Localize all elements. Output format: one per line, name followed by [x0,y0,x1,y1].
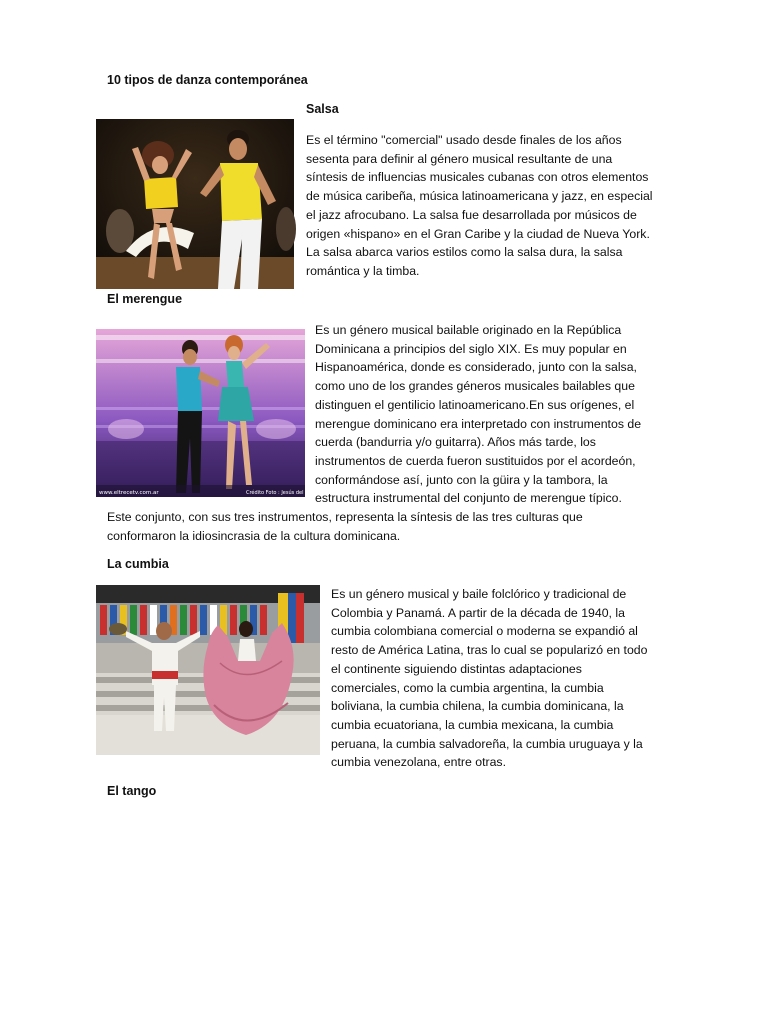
text-line: cumbia colombiana comercial o moderna se expandió al [331,624,638,639]
text-line: de música caribeña, música latinoamericana y jazz, en especial [306,189,653,204]
text-line: sesenta para definir al género musical resultante de una [306,151,613,166]
text-line: instrumentos de cuerda fueron sustituidos por el acordeón, [315,453,636,468]
heading-cumbia: La cumbia [107,557,169,571]
text-line: el continente siguiendo distintas adaptaciones [331,661,582,676]
merengue-photo [96,329,314,497]
text-line: merengue dominicano era interpretado con instrumentos de [315,416,642,431]
text-line: romántica y la timba. [306,263,420,278]
photo-credit-right: Crédito Foto : Jesús del Sur [246,490,314,496]
text-line: conformaron la idiosincrasia de la cultura dominicana. [107,528,401,543]
merengue-paragraph-continued [107,508,583,545]
text-line: Este conjunto, con sus tres instrumentos, representa la síntesis de las tres culturas que [107,510,583,524]
text-line: peruana, la cumbia salvadoreña, la cumbia uruguaya y la [331,736,643,751]
cumbia-paragraph [331,585,648,772]
text-line: cuerda (bandurria y/o guitarra). Años más tarde, los [315,435,596,450]
text-line: síntesis de influencias musicales cubanas con otros elementos [306,170,649,185]
salsa-paragraph [306,131,653,281]
text-line: estructura instrumental del conjunto de merengue típico. [315,491,622,506]
text-line: como uno de los grandes géneros musicales bailables que [315,379,635,394]
text-line: cumbia venezolana, entre otras. [331,755,506,770]
heading-salsa: Salsa [306,102,339,116]
text-line: Es el término "comercial" usado desde finales de los años [306,133,622,147]
text-line: Colombia y Panamá. A partir de la década de 1940, la [331,605,625,620]
text-line: Dominicana a principios del siglo XIX. Es muy popular en [315,341,627,356]
heading-tango: El tango [107,784,157,798]
text-line: el jazz afrocubano. La salsa fue desarrollada por músicos de [306,207,637,222]
text-line: Es un género musical bailable originado en la República [315,323,622,337]
heading-merengue: El merengue [107,292,183,306]
text-line: conformándose así, junto con la güira y la tambora, la [315,472,608,487]
text-line: boliviana, la cumbia chilena, la cumbia dominicana, la [331,699,624,714]
photo-credit-left: www.eltrecetv.com.ar [99,490,159,496]
text-line: origen «hispano» en el Gran Caribe y la ciudad de Nueva York. [306,226,650,241]
text-line: Hispanoamérica, donde es considerado, junto con la salsa, [315,360,637,375]
cumbia-photo [96,585,320,755]
text-line: comerciales, como la cumbia argentina, la cumbia [331,680,604,695]
text-line: Es un género musical y baile folclórico y tradicional de [331,587,627,601]
text-line: La salsa abarca varios estilos como la salsa dura, la salsa [306,245,623,260]
text-line: distinguen el gentilicio latinoamericano.En sus orígenes, el [315,397,635,412]
salsa-photo [96,119,294,289]
document-title: 10 tipos de danza contemporánea [107,73,308,87]
text-line: cumbia ecuatoriana, la cumbia mexicana, la cumbia [331,717,614,732]
merengue-paragraph [315,321,641,508]
text-line: resto de América Latina, tras lo cual se popularizó en todo [331,643,648,658]
